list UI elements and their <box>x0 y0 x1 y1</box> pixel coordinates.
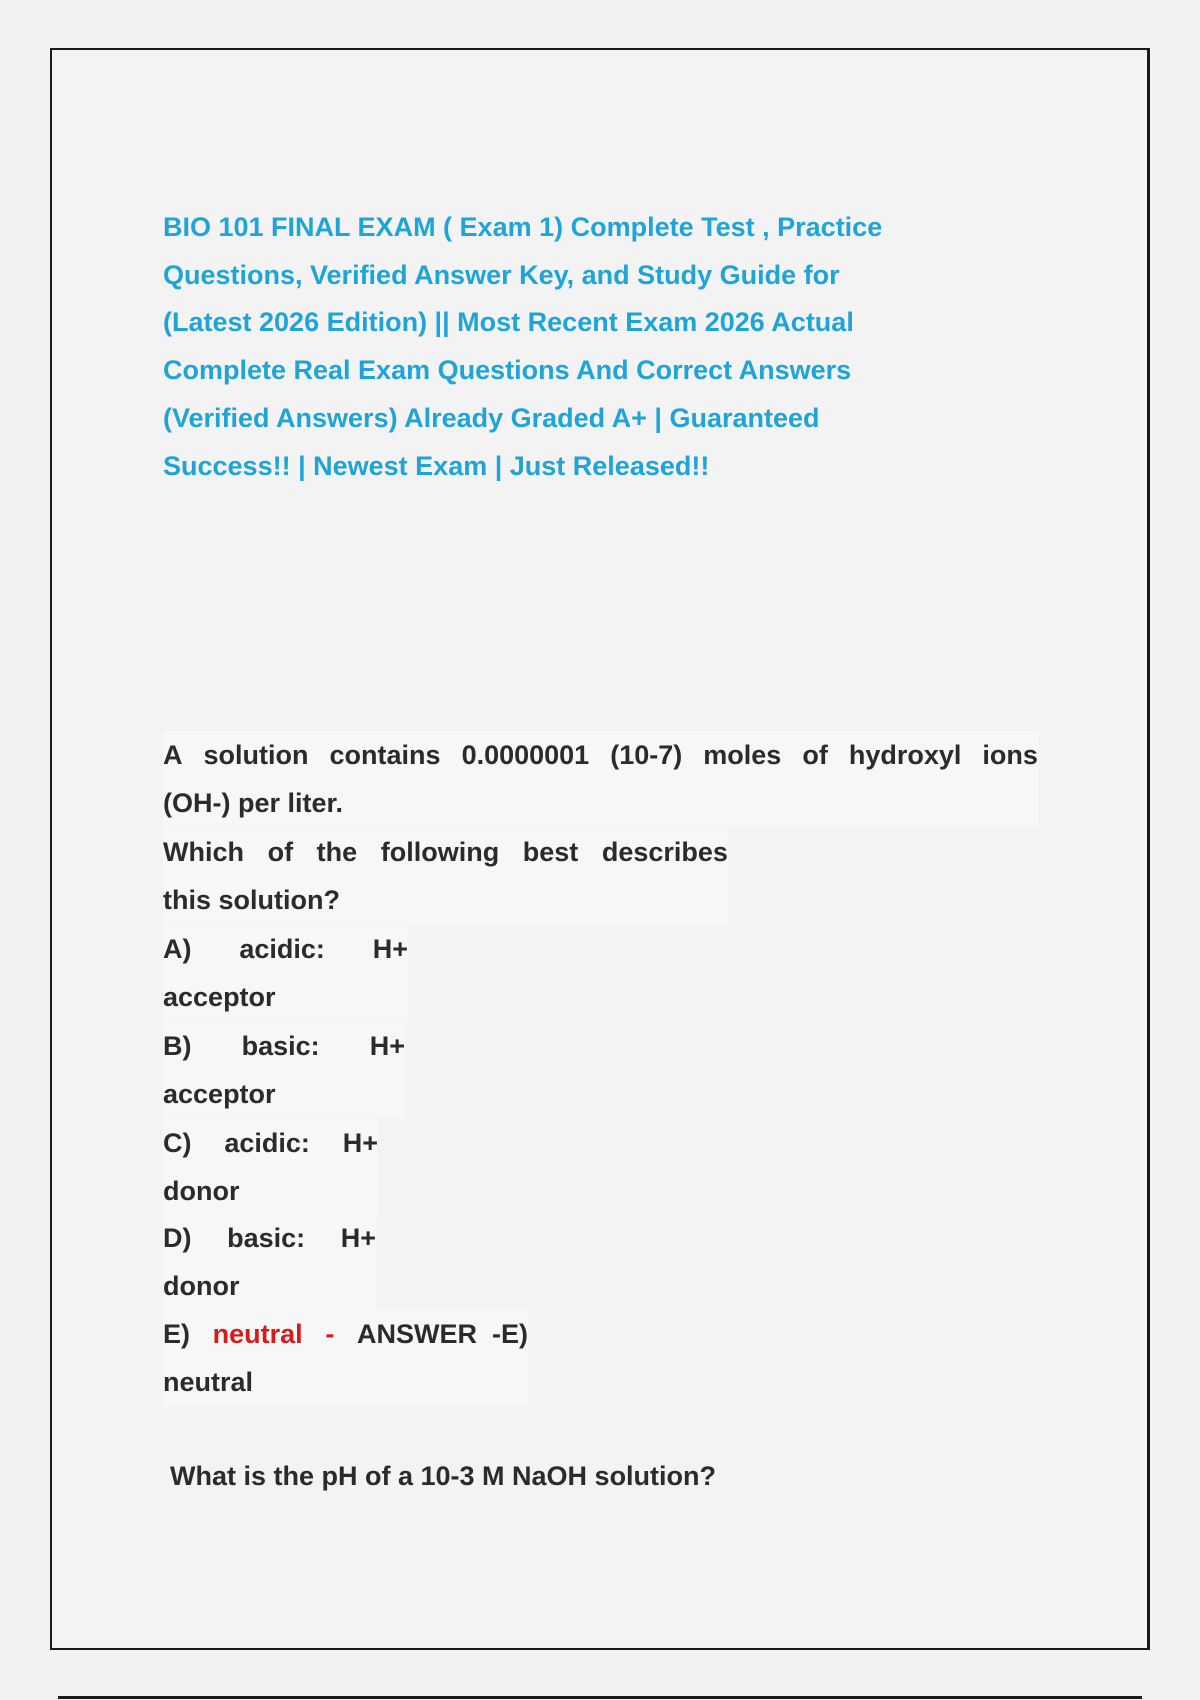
prompt-word: of <box>267 837 294 867</box>
document-title <box>163 204 983 490</box>
option-b-label: B) <box>163 1031 192 1061</box>
option-a-role: acceptor <box>163 982 276 1012</box>
title-line-5: (Verified Answers) Already Graded A+ | Guaranteed <box>163 402 820 433</box>
option-a-label: A) <box>163 934 192 964</box>
stem-word: moles <box>703 740 782 770</box>
option-b-ion: H+ <box>369 1031 405 1061</box>
option-e-line-1 <box>163 1310 528 1358</box>
stem-word: contains <box>329 740 441 770</box>
option-c <box>163 1119 378 1215</box>
title-line-1: BIO 101 FINAL EXAM ( Exam 1) Complete Test , Practice <box>163 212 883 242</box>
stem-word: hydroxyl <box>848 740 962 770</box>
option-c-ion: H+ <box>342 1128 378 1158</box>
question-1-prompt <box>163 828 728 924</box>
option-d-line-1 <box>163 1214 376 1262</box>
prompt-word: the <box>316 837 358 867</box>
stem-word: (10-7) <box>610 740 683 770</box>
stem-word: solution <box>203 740 309 770</box>
option-d-ion: H+ <box>340 1223 376 1253</box>
option-c-line-1 <box>163 1119 378 1167</box>
option-c-word: acidic: <box>224 1128 310 1158</box>
option-e-correct-word: neutral <box>212 1319 303 1349</box>
option-d-label: D) <box>163 1223 192 1253</box>
option-b <box>163 1022 405 1118</box>
prompt-word: best <box>522 837 579 867</box>
option-d-role: donor <box>163 1271 240 1301</box>
option-d-word: basic: <box>227 1223 306 1253</box>
prompt-word: following <box>380 837 500 867</box>
answer-key: ANSWER -E) <box>357 1319 528 1349</box>
question-2 <box>170 1452 716 1500</box>
question-1-prompt-line-2: this solution? <box>163 885 340 915</box>
option-b-line-1 <box>163 1022 405 1070</box>
option-c-role: donor <box>163 1176 240 1206</box>
stem-word: 0.0000001 <box>461 740 590 770</box>
prompt-word: Which <box>163 837 244 867</box>
option-b-role: acceptor <box>163 1079 276 1109</box>
option-e-label: E) <box>163 1319 190 1349</box>
option-b-word: basic: <box>241 1031 320 1061</box>
option-e-line-2: neutral <box>163 1367 254 1397</box>
title-line-4: Complete Real Exam Questions And Correct Answers <box>163 355 852 386</box>
title-line-6: Success!! | Newest Exam | Just Released!! <box>163 450 710 481</box>
stem-word: A <box>163 740 183 770</box>
answer-dash: - <box>325 1319 335 1349</box>
question-1-stem-line-1 <box>163 731 1038 779</box>
page-divider <box>58 1696 1142 1699</box>
question-1-prompt-line-1 <box>163 828 728 876</box>
option-d <box>163 1214 376 1310</box>
option-a <box>163 925 408 1021</box>
stem-word: ions <box>982 740 1038 770</box>
stem-word: of <box>802 740 828 770</box>
option-c-label: C) <box>163 1128 192 1158</box>
option-a-ion: H+ <box>372 934 408 964</box>
question-1-stem-line-2: (OH-) per liter. <box>163 788 344 818</box>
title-line-3: (Latest 2026 Edition) || Most Recent Exam 2026 Actual <box>163 307 854 338</box>
option-e <box>163 1310 528 1406</box>
title-line-2: Questions, Verified Answer Key, and Study Guide for <box>163 259 840 290</box>
question-2-text: What is the pH of a 10-3 M NaOH solution? <box>170 1461 717 1491</box>
option-a-word: acidic: <box>239 934 325 964</box>
option-a-line-1 <box>163 925 408 973</box>
prompt-word: describes <box>601 837 728 867</box>
question-1-stem <box>163 731 1038 827</box>
